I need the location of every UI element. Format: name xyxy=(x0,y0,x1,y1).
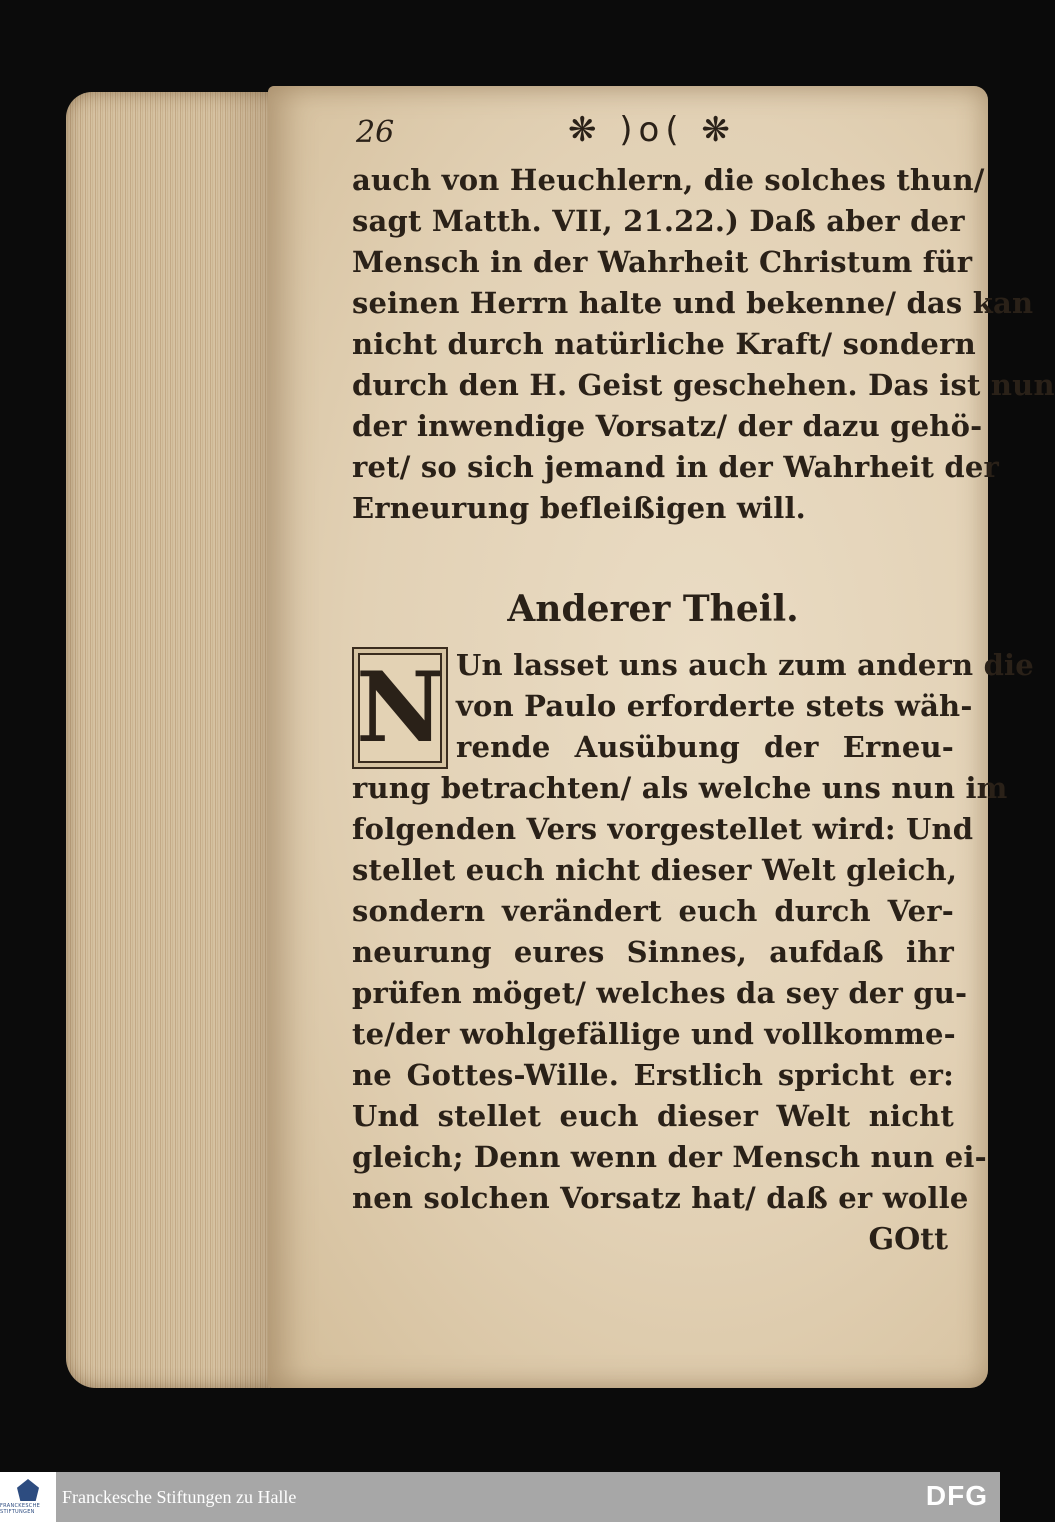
section-heading: Anderer Theil. xyxy=(507,588,799,630)
decorated-initial: N xyxy=(352,647,448,769)
text-line: nen solchen Vorsatz hat/ daß er wolle xyxy=(352,1181,969,1215)
text-line: ne Gottes-Wille. Erstlich spricht er: xyxy=(352,1058,954,1092)
institution-logo-icon xyxy=(17,1479,39,1501)
page-number: 26 xyxy=(356,114,395,150)
institution-name[interactable]: Franckesche Stiftungen zu Halle xyxy=(62,1486,297,1507)
catchword: GOtt xyxy=(868,1222,948,1257)
text-line: prüfen möget/ welches da sey der gu- xyxy=(352,976,968,1010)
text-line: te/der wohlgefällige und vollkomme- xyxy=(352,1017,956,1051)
text-line: ret/ so sich jemand in der Wahrheit der xyxy=(352,450,999,484)
dfg-logo[interactable]: DFG xyxy=(925,1480,988,1511)
text-line: gleich; Denn wenn der Mensch nun ei- xyxy=(352,1140,987,1174)
text-line: rende Ausübung der Erneu- xyxy=(456,730,954,764)
text-line: der inwendige Vorsatz/ der dazu gehö- xyxy=(352,409,983,443)
text-line: sagt Matth. VII, 21.22.) Daß aber der xyxy=(352,204,965,238)
text-line: Und stellet euch dieser Welt nicht xyxy=(352,1099,954,1133)
text-line: sondern verändert euch durch Ver- xyxy=(352,894,954,928)
text-line: durch den H. Geist geschehen. Das ist nun xyxy=(352,368,1055,402)
paragraph-top xyxy=(352,160,1055,529)
paragraph-second xyxy=(352,645,1034,1219)
institution-logo[interactable] xyxy=(0,1472,56,1522)
text-line: auch von Heuchlern, die solches thun/ xyxy=(352,163,985,197)
header-ornament: ❋ )o( ❋ xyxy=(568,110,736,150)
text-line: von Paulo erforderte stets wäh- xyxy=(456,689,973,723)
running-header xyxy=(352,104,954,160)
viewer-footer xyxy=(0,1472,1000,1522)
text-line: rung betrachten/ als welche uns nun im xyxy=(352,771,1008,805)
text-line: stellet euch nicht dieser Welt gleich, xyxy=(352,853,958,887)
book-fore-edge xyxy=(66,92,296,1388)
logo-text: FRANCKESCHE STIFTUNGEN xyxy=(0,1503,41,1515)
text-line: seinen Herrn halte und bekenne/ das kan xyxy=(352,286,1034,320)
text-line: Erneurung befleißigen will. xyxy=(352,491,806,525)
page-text xyxy=(352,104,1055,1257)
text-line: Un lasset uns auch zum andern die xyxy=(456,648,1034,682)
text-line: neurung eures Sinnes, aufdaß ihr xyxy=(352,935,954,969)
text-line: Mensch in der Wahrheit Christum für xyxy=(352,245,973,279)
text-line: folgenden Vers vorgestellet wird: Und xyxy=(352,812,974,846)
text-line: nicht durch natürliche Kraft/ sondern xyxy=(352,327,976,361)
